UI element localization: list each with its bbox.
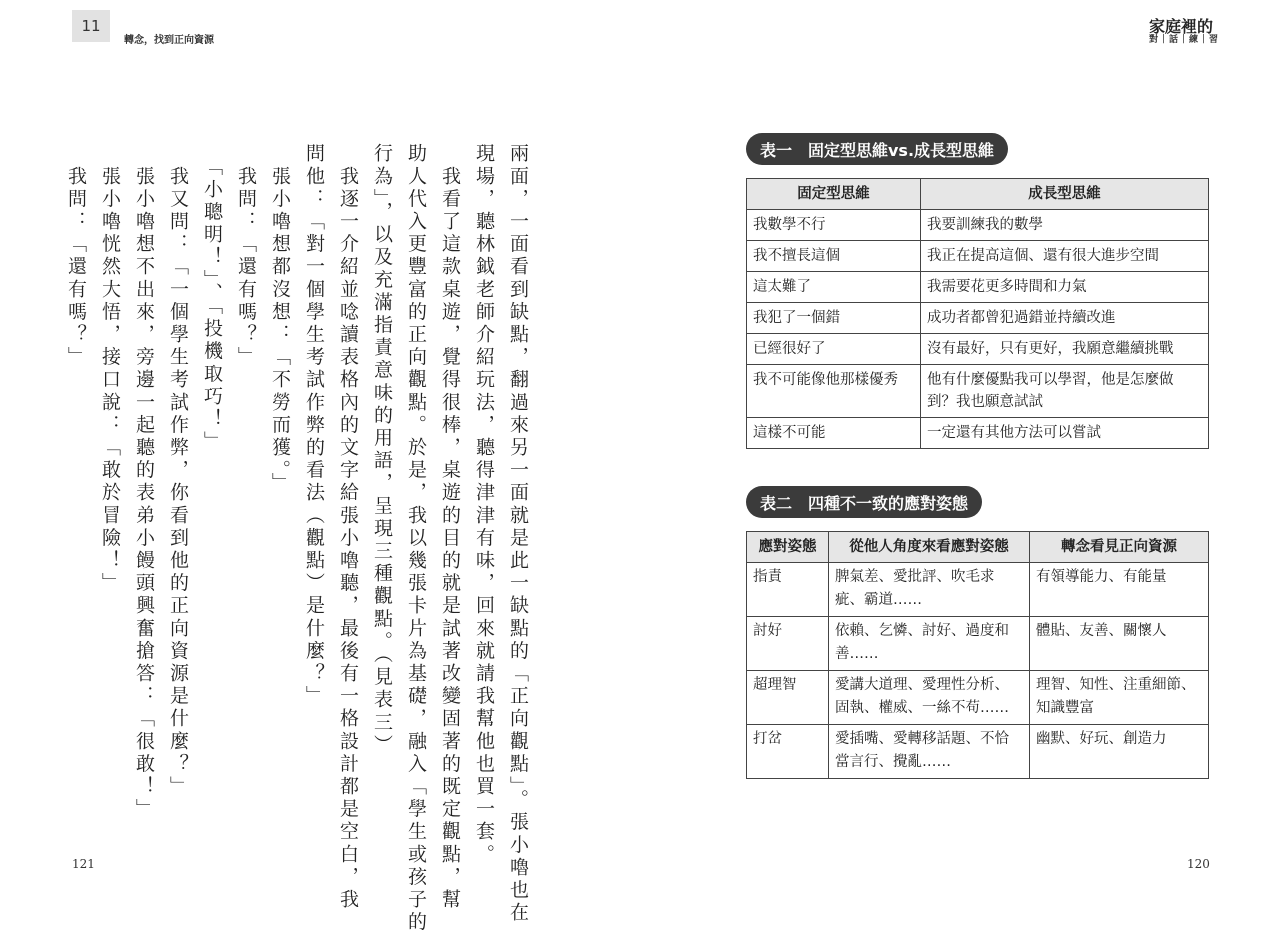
table-cell: 指責 bbox=[747, 563, 829, 617]
column-header: 從他人角度來看應對姿態 bbox=[829, 532, 1030, 563]
table-cell: 我不可能像他那樣優秀 bbox=[747, 365, 921, 418]
body-text-column: 我問：「還有嗎？」 bbox=[65, 143, 87, 369]
book-title: 家庭裡的 bbox=[1149, 17, 1214, 36]
table-row bbox=[747, 418, 1209, 449]
body-text-column: 我看了這款桌遊，覺得很棒，桌遊的目的就是試著改變固著的既定觀點，幫 bbox=[439, 143, 461, 912]
column-header: 轉念看見正向資源 bbox=[1030, 532, 1209, 563]
table-cell: 他有什麼優點我可以學習，他是怎麼做到？我也願意試試 bbox=[921, 365, 1209, 418]
column-header: 固定型思維 bbox=[747, 179, 921, 210]
table-cell: 我不擅長這個 bbox=[747, 241, 921, 272]
table-cell: 沒有最好，只有更好，我願意繼續挑戰 bbox=[921, 334, 1209, 365]
chapter-number-badge bbox=[72, 10, 110, 42]
table-cell: 我正在提高這個、還有很大進步空間 bbox=[921, 241, 1209, 272]
table-cell: 成功者都曾犯過錯並持續改進 bbox=[921, 303, 1209, 334]
body-text-column: 現場，聽林鉞老師介紹玩法，聽得津津有味，回來就請我幫他也買一套。 bbox=[473, 143, 495, 867]
table-row bbox=[747, 563, 1209, 617]
chapter-title: 轉念，找到正向資源 bbox=[124, 35, 214, 46]
table-cell: 我要訓練我的數學 bbox=[921, 210, 1209, 241]
body-text-column: 助人代入更豐富的正向觀點。於是，我以幾張卡片為基礎，融入「學生或孩子的 bbox=[405, 143, 427, 934]
table-row bbox=[747, 617, 1209, 671]
table-cell: 討好 bbox=[747, 617, 829, 671]
table-cell: 已經很好了 bbox=[747, 334, 921, 365]
body-text-column: 張小嚕想都沒想：「不勞而獲。」 bbox=[269, 143, 291, 496]
body-text-column: 張小嚕恍然大悟，接口說：「敢於冒險！」 bbox=[99, 143, 121, 595]
table-cell: 我數學不行 bbox=[747, 210, 921, 241]
body-text-column: 我又問：「一個學生考試作弊，你看到他的正向資源是什麼？」 bbox=[167, 143, 189, 799]
table-row bbox=[747, 241, 1209, 272]
table-cell: 愛插嘴、愛轉移話題、不恰當言行、攪亂…… bbox=[829, 725, 1030, 779]
table-header-row bbox=[747, 532, 1209, 563]
body-text-column: 「小聰明！」、「投機取巧！」 bbox=[201, 143, 223, 454]
table-cell: 有領導能力、有能量 bbox=[1030, 563, 1209, 617]
body-text-column: 行為」，以及充滿指責意味的用語，呈現三種觀點。（見表三） bbox=[371, 143, 393, 757]
table-cell: 這樣不可能 bbox=[747, 418, 921, 449]
column-header: 應對姿態 bbox=[747, 532, 829, 563]
table-cell: 脾氣差、愛批評、吹毛求疵、霸道…… bbox=[829, 563, 1030, 617]
table-cell: 我犯了一個錯 bbox=[747, 303, 921, 334]
table-row bbox=[747, 272, 1209, 303]
table2-label: 表二 四種不一致的應對姿態 bbox=[746, 486, 982, 518]
body-text-column: 張小嚕想不出來，旁邊一起聽的表弟小饅頭興奮搶答：「很敢！」 bbox=[133, 143, 155, 821]
table-cell: 一定還有其他方法可以嘗試 bbox=[921, 418, 1209, 449]
table-cell: 理智、知性、注重細節、知識豐富 bbox=[1030, 671, 1209, 725]
table-row bbox=[747, 671, 1209, 725]
page-number-right: 120 bbox=[1187, 857, 1210, 871]
table-coping-stances bbox=[746, 531, 1209, 779]
table-row bbox=[747, 210, 1209, 241]
body-text-column: 問他：「對一個學生考試作弊的看法（觀點）是什麼？」 bbox=[303, 143, 325, 708]
page-number-left: 121 bbox=[72, 857, 95, 871]
table-fixed-vs-growth bbox=[746, 178, 1209, 449]
table-cell: 我需要花更多時間和力氣 bbox=[921, 272, 1209, 303]
table-cell: 超理智 bbox=[747, 671, 829, 725]
table-cell: 這太難了 bbox=[747, 272, 921, 303]
table-row bbox=[747, 303, 1209, 334]
column-header: 成長型思維 bbox=[921, 179, 1209, 210]
table-row bbox=[747, 725, 1209, 779]
table-cell: 依賴、乞憐、討好、過度和善…… bbox=[829, 617, 1030, 671]
body-text-column: 我問：「還有嗎？」 bbox=[235, 143, 257, 369]
table-cell: 幽默、好玩、創造力 bbox=[1030, 725, 1209, 779]
table-cell: 體貼、友善、關懷人 bbox=[1030, 617, 1209, 671]
table-cell: 打岔 bbox=[747, 725, 829, 779]
book-subtitle: 對｜話｜練｜習 bbox=[1149, 35, 1220, 45]
table-cell: 愛講大道理、愛理性分析、固執、權威、一絲不苟…… bbox=[829, 671, 1030, 725]
table1-label: 表一 固定型思維vs.成長型思維 bbox=[746, 133, 1008, 165]
chapter-number: 11 bbox=[81, 17, 101, 35]
body-text-column: 兩面，一面看到缺點，翻過來另一面就是此一缺點的「正向觀點」。張小嚕也在 bbox=[507, 143, 529, 925]
table-row bbox=[747, 365, 1209, 418]
table-header-row bbox=[747, 179, 1209, 210]
body-text-column: 我逐一介紹並唸讀表格內的文字給張小嚕聽，最後有一格設計都是空白，我 bbox=[337, 143, 359, 912]
table-row bbox=[747, 334, 1209, 365]
